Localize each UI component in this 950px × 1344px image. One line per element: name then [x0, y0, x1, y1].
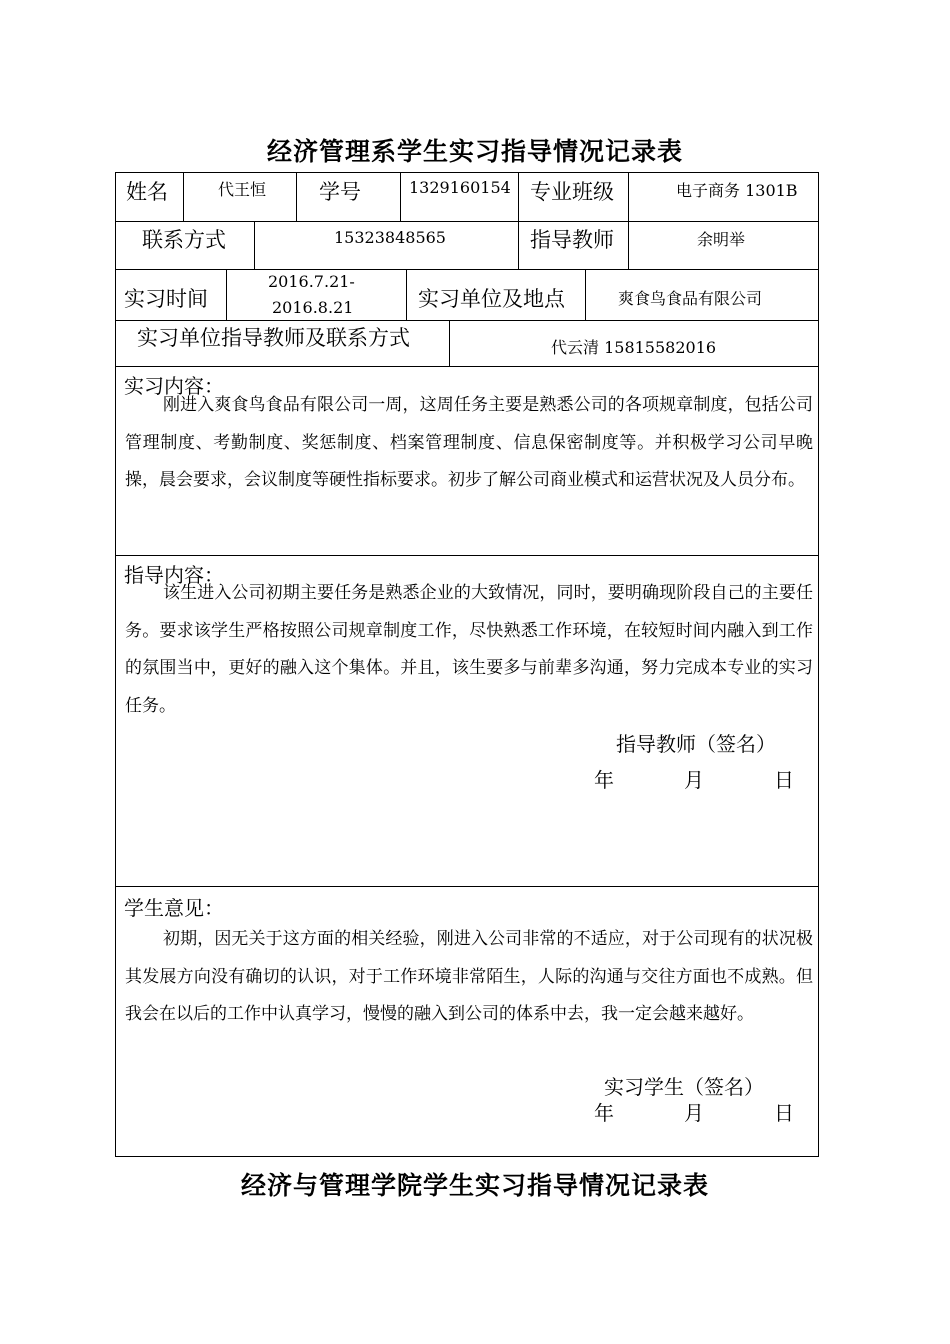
col-divider: [296, 172, 297, 221]
guidance-text: 该生进入公司初期主要任务是熟悉企业的大致情况，同时，要明确现阶段自己的主要任务。要求该学生严格按照公司规章制度工作，尽快熟悉工作环境，在较短时间内融入到工作的氛围当中，更好的融入这个集体。并且，该生要多与前辈多沟通，努力完成本专业的实习任务。: [125, 583, 813, 716]
content-label: 实习内容：: [124, 374, 224, 398]
contact-value: 15323848565: [334, 228, 446, 247]
company-label: 实习单位及地点: [418, 287, 565, 311]
internship-time-start: 2016.7.21-: [268, 272, 355, 291]
advisor-sign-month: 月: [684, 768, 704, 792]
company-value: 爽食鸟食品有限公司: [618, 289, 763, 308]
col-divider: [628, 221, 629, 269]
student-sign-year: 年: [594, 1101, 614, 1125]
mentor-value: 代云清 15815582016: [551, 338, 717, 357]
student-sign-day: 日: [774, 1101, 794, 1125]
col-divider: [183, 172, 184, 221]
class-label: 专业班级: [530, 180, 614, 204]
col-divider: [400, 172, 401, 221]
row-divider: [115, 269, 819, 270]
col-divider: [449, 320, 450, 366]
row-divider: [115, 555, 819, 556]
row-divider: [115, 886, 819, 887]
col-divider: [518, 172, 519, 221]
advisor-sign-day: 日: [774, 768, 794, 792]
guidance-label: 指导内容：: [124, 563, 224, 587]
advisor-label: 指导教师: [530, 228, 614, 252]
student-id-label: 学号: [319, 180, 361, 204]
col-divider: [628, 172, 629, 221]
opinion-label: 学生意见：: [124, 896, 224, 920]
page-title: 经济管理系学生实习指导情况记录表: [266, 137, 683, 166]
class-value: 电子商务 1301B: [676, 181, 798, 200]
col-divider: [518, 221, 519, 269]
contact-label: 联系方式: [142, 228, 226, 252]
col-divider: [226, 269, 227, 320]
name-label: 姓名: [126, 180, 168, 204]
advisor-signature-label: 指导教师（签名）: [616, 732, 776, 756]
col-divider: [254, 221, 255, 269]
student-id-value: 1329160154: [409, 178, 511, 197]
row-divider: [115, 221, 819, 222]
student-signature-label: 实习学生（签名）: [604, 1075, 764, 1099]
row-divider: [115, 366, 819, 367]
opinion-text: 初期，因无关于这方面的相关经验，刚进入公司非常的不适应，对于公司现有的状况极其发展方向没有确切的认识，对于工作环境非常陌生，人际的沟通与交往方面也不成熟。但我会在以后的工作中认真学习，慢慢的融入到公司的体系中去，我一定会越来越好。: [125, 929, 813, 1024]
advisor-value: 余明举: [697, 230, 746, 249]
internship-time-end: 2016.8.21: [272, 298, 354, 317]
advisor-sign-year: 年: [594, 768, 614, 792]
col-divider: [585, 269, 586, 320]
student-sign-month: 月: [684, 1101, 704, 1125]
internship-time-label: 实习时间: [124, 287, 208, 311]
name-value: 代王恒: [218, 180, 267, 199]
mentor-label: 实习单位指导教师及联系方式: [137, 326, 410, 350]
next-page-title: 经济与管理学院学生实习指导情况记录表: [240, 1171, 709, 1200]
content-text: 刚进入爽食鸟食品有限公司一周，这周任务主要是熟悉公司的各项规章制度，包括公司管理制度、考勤制度、奖惩制度、档案管理制度、信息保密制度等。并积极学习公司早晚操，晨会要求，会议制度等硬性指标要求。初步了解公司商业模式和运营状况及人员分布。: [125, 395, 813, 490]
col-divider: [406, 269, 407, 320]
row-divider: [115, 320, 819, 321]
